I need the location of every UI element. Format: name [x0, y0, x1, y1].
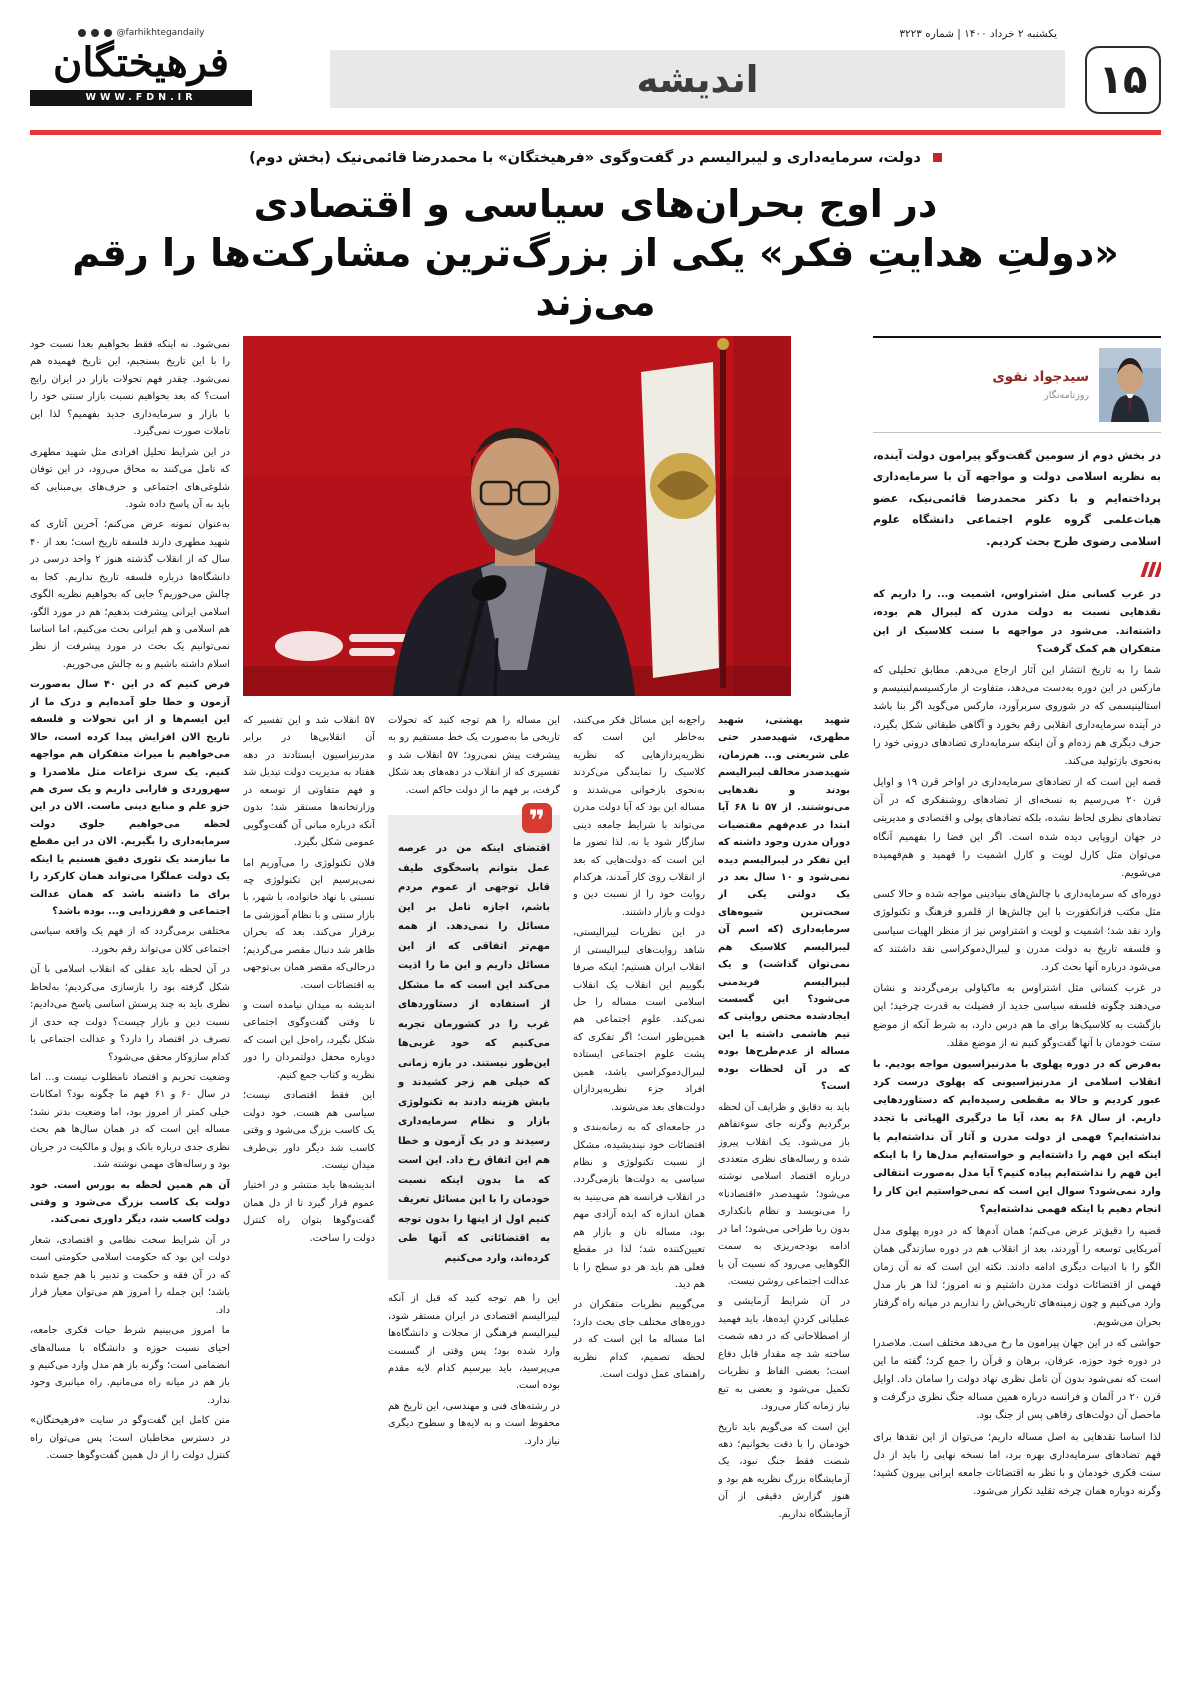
body-column-3	[388, 712, 560, 1662]
column-3-lower-text	[388, 1290, 560, 1450]
social-row	[30, 28, 252, 38]
column-3-upper-text	[388, 712, 560, 799]
section-bar	[330, 50, 1065, 108]
accent-rule	[30, 130, 1161, 135]
question-paragraph: به‌فرض که در دوره پهلوی با مدرنیزاسیون مواجه بودیم. با انقلاب اسلامی از مدرنیزاسیونی که پهلوی درست کرد عبور کردیم و حالا به مقطعی رسیده‌ایم که دستاوردهایی داریم. از سال ۶۸ به بعد، آیا ما درگیری الهیاتی با تجدد نداشته‌ایم؟ فهمی از دولت مدرن و آثار آن نداشته‌ایم یا اینکه این فهم را داشته‌ایم و خواسته‌ایم مدل‌ها را با اینکه این فهم را نداشته‌ایم پیاده کنیم؟ آیا مدل به‌صورت انتقالی وارد نمی‌شود؟ سوال این است که نمی‌خواستیم این کار را انجام دهیم یا اینکه فهمی نداشته‌ایم؟	[873, 1058, 1161, 1216]
author-card	[873, 336, 1161, 433]
body-column-2	[573, 712, 705, 1662]
author-name: سیدجواد نقوی	[992, 369, 1089, 385]
body-paragraph: قضیه را دقیق‌تر عرض می‌کنم؛ همان آدم‌ها که در دوره پهلوی مدل آمریکایی توسعه را آوردند، بعد از انقلاب هم در دوره سازندگی همان الگو را با ادبیات دیگری ادامه دادند. نکته این است که نه آن زمان فهمی از اقتضائات دولت مدرن داشتیم و نه امروز؛ لذا هر بار مدل وارد می‌کنیم و چون زمینه‌های تاریخی‌اش را نداریم در میانه راه گرفتار بحران می‌شویم.	[873, 1225, 1161, 1328]
body-paragraph: این را هم توجه کنید که قبل از آنکه لیبرالیسم اقتصادی در ایران مستقر شود، لیبرالیسم فرهنگی از مجلات و دانشگاه‌ها وارد شده بود؛ پس وقتی از گسست می‌پرسید، باید بپرسیم کدام لایه مقدم بوده است.	[388, 1293, 560, 1392]
intro-paragraph: در بخش دوم از سومین گفت‌وگو پیرامون دولت آینده، به نظریه اسلامی دولت و مواجهه آن با سرمایه‌داری پرداخته‌ایم و با دکتر محمدرضا قائمی‌نیک، عضو هیات‌علمی گروه علوم اجتماعی دانشگاه علوم اسلامی رضوی طرح بحث کردیم.	[873, 449, 1161, 548]
body-paragraph: در رشته‌های فنی و مهندسی، این تاریخ هم محفوظ است و به لایه‌ها و سطوح دیگری نیاز دارد.	[388, 1400, 560, 1447]
body-paragraph: این است که می‌گویم باید تاریخ خودمان را با دقت بخوانیم؛ دهه شصت فقط جنگ نبود، یک آزمایشگاه بزرگ نظریه هم بود و هنوز گزارش دقیقی از آن آزمایشگاه نداریم.	[718, 1421, 850, 1520]
quote-icon: ❞	[522, 803, 552, 833]
masthead	[30, 28, 1161, 128]
body-paragraph: باید به دقایق و ظرایف آن لحظه برگردیم وگرنه جای سوءتفاهم باز می‌شود. یک انقلاب پیروز شده و رساله‌های نظری متعددی درباره اقتصاد اسلامی نوشته می‌شود؛ شهیدصدر «اقتصادنا» را می‌نویسد و نظام بانکداری بدون ربا طراحی می‌شود؛ اما در ادامه بودجه‌ریزی به سمت الگوهایی می‌رود که نسبت آن با عدالت اجتماعی روشن نیست.	[718, 1101, 850, 1287]
website-bar: WWW.FDN.IR	[30, 90, 252, 106]
newspaper-logo-block	[30, 28, 252, 106]
article-photo	[243, 336, 791, 696]
body-column-4	[243, 712, 375, 1662]
kicker-square-icon	[933, 153, 942, 162]
question-paragraph: آن هم همین لحظه به بورس است. خود دولت یک کاسب بزرگ می‌شود و وقتی دولت کاسب شد، دیگر داوری نمی‌کند.	[30, 1179, 230, 1226]
logo-wordmark: فرهیختگان	[53, 39, 229, 86]
page-number-badge	[1085, 46, 1161, 114]
social-handle: @farhikhtegandaily	[116, 28, 205, 38]
body-paragraph: راجع‌به این مسائل فکر می‌کنند، به‌خاطر این است که نظریه‌پردازهایی که نظریه کلاسیک را نمایندگی می‌کردند به‌نحوی بازخوانی می‌شدند و مساله این بود که آیا دولت مدرن می‌تواند با شرایط جامعه دینی سازگار شود یا نه. لذا تصور ما این است که دولت‌هایی که بعد از انقلاب روی کار آمدند، هرکدام روایت خود را از نسبت دین و دولت و بازار داشتند.	[573, 715, 705, 918]
body-paragraph: در آن لحظه باید عقلی که انقلاب اسلامی با آن شکل گرفته بود را بازسازی می‌کردیم؛ به‌لحاظ نظری باید به چند پرسش اساسی پاسخ می‌دادیم: نسبت دین و بازار چیست؟ دولت چه حدی از تصرف در اقتصاد را دارد؟ و عدالت اجتماعی با کدام سازوکار محقق می‌شود؟	[30, 964, 230, 1063]
body-paragraph: قصه این است که از تضادهای سرمایه‌داری در اواخر قرن ۱۹ و اوایل قرن ۲۰ می‌رسیم به نسخه‌ای از تضادهای روشنفکری که در آن تضادهای نظری لحاظ نشده، بلکه تضادهای پولی و اقتصادی و مدیریتی در جهان اروپایی دیده شده است. اگر این فضا را بفهمیم آنگاه می‌توان مثل کارل لویت و کارل اشمیت را فهمید و هم‌فهمیده می‌شویم.	[873, 777, 1161, 879]
body-paragraph: متن کامل این گفت‌وگو در سایت «فرهیختگان» در دسترس مخاطبان است؛ پس می‌توان راه کنترل دولت را از دل همین گفت‌وگوها جست.	[30, 1415, 230, 1462]
pull-quote	[388, 804, 560, 1280]
body-paragraph: فلان تکنولوژی را می‌آوریم اما نمی‌پرسیم این تکنولوژی چه نسبتی با نهاد خانواده، با شهر، با بازار سنتی و با نظام آموزشی ما برقرار می‌کند. بعد که بحران ظاهر شد دنبال مقصر می‌گردیم؛ درحالی‌که مقصر همان بی‌توجهی به اقتضائات است.	[243, 857, 375, 991]
body-paragraph: دوره‌ای که سرمایه‌داری با چالش‌های بنیادینی مواجه شده و حالا کسی مثل مکتب فرانکفورت با این چالش‌ها از قلمرو فرهنگ و تکنولوژی وارد نقد شد؛ اشمیت و لویت و اشتراوس نیز از منظر الهیات سیاسی و فلسفه تاریخ به دولت مدرن و لیبرال‌دموکراسی نقد داشتند که می‌شود درباره آنها بحث کرد.	[873, 889, 1161, 973]
author-role: روزنامه‌نگار	[1044, 390, 1089, 401]
body-paragraph: ۵۷ انقلاب شد و این تفسیر که آن انقلابی‌ها در برابر مدرنیزاسیون ایستادند در دهه هفتاد به مدیریت دولت تبدیل شد و فهم متفاوتی از توسعه در وزارتخانه‌ها مستقر شد؛ بدون آنکه درباره مبانی آن گفت‌وگویی عمومی شکل بگیرد.	[243, 715, 375, 849]
page-number: ۱۵	[1098, 57, 1148, 103]
kicker-text: دولت، سرمایه‌داری و لیبرالیسم در گفت‌وگوی «فرهیختگان» با محمدرضا قائمی‌نیک (بخش دوم)	[249, 150, 921, 166]
section-title: اندیشه	[636, 57, 759, 101]
telegram-icon	[91, 29, 99, 37]
body-paragraph: شما را به تاریخ انتشار این آثار ارجاع می‌دهم. مطابق تحلیلی که مارکس در این دوره به‌دست می‌دهد، متفاوت از مارکسیسم‌لنینیسم و استالینیسمی که در شوروی سربرآورد، مارکس می‌گوید اگر بنا باشد در آینده سرمایه‌داری انقلابی رقم بخورد و آگاهی طبقاتی شکل بگیرد، حرف دیگری هم زده‌ام و آن اینکه سرمایه‌داری تضادهای درونی خود را به‌نحوی بازتولید می‌کند.	[873, 664, 1161, 767]
body-paragraph: حواشی که در این جهان پیرامون ما رخ می‌دهد مختلف است. ملاصدرا در دوره خود حوزه، عرفان، برهان و قرآن را جمع کرد؛ گفته ما این است که نمی‌شود بدون آن تامل نظری نهاد دولت را سامان داد. اوایل قرن ۲۰ در آلمان و فرانسه درباره همین مساله جنگ نظری درگرفت و ماحصل آن دولت‌های رفاهی پس از جنگ بود.	[873, 1337, 1161, 1422]
body-paragraph: در این نظریات لیبرالیستی، شاهد روایت‌های لیبرالیستی از انقلاب ایران هستیم؛ اینکه صرفا بگوییم این انقلاب یک انقلاب اسلامی است مساله را حل نمی‌کند. علوم اجتماعی هم همین‌طور است؛ اگر تفکری که پشت علوم اجتماعی ایستاده لیبرال‌دموکراسی باشد، همین افراد جزء نظریه‌پردازان دولت‌های بعد می‌شوند.	[573, 927, 705, 1113]
headline-line1: در اوج بحران‌های سیاسی و اقتصادی	[253, 182, 938, 226]
right-column	[873, 336, 1161, 1662]
twitter-icon	[104, 29, 112, 37]
headline-line2: «دولتِ هدایتِ فکر» یکی از بزرگ‌ترین مشارکت‌ها را رقم می‌زند	[72, 230, 1119, 324]
question-paragraph: شهید بهشتی، شهید مطهری، شهیدصدر حتی علی شریعتی و... هم‌زمان، شهیدصدر مخالف لیبرالیسم بودند و نقدهایی می‌نوشتند. از ۵۷ تا ۶۸ آیا ابتدا در عدم‌فهم مقتضیات دوران مدرن وجود داشته که این تفکر در لیبرالیسم دیده نمی‌شود و ۱۰ سال بعد در یک دولتی یکی از سخت‌ترین شیوه‌های سرمایه‌داری (که اسم آن لیبرالیسم کلاسیک هم نمی‌توان گذاشت) و یک لیبرالیسم فریدمنی می‌شود؟ این گسست ایجادشده مختص روایتی که تیم هاشمی داشته یا این مساله از عدم‌طرح‌ها بوده که در آن لحظات بوده است؟	[718, 715, 850, 1093]
body-paragraph: نمی‌شود. نه اینکه فقط بخواهیم بعدا نسبت خود را با این تاریخ بسنجیم، این تاریخ فهمیده هم نمی‌شود. چقدر فهم تحولات بازار در ایران رایج است؟ که بعد بخواهیم نسبت بازار سنتی خود را با بازار و سرمایه‌داری جدید بفهمیم؟ لذا این تاملات صورت نمی‌گیرد.	[30, 339, 230, 438]
body-paragraph: در آن شرایط آزمایشی و عملیاتی کردنِ ایده‌ها، باید فهمید از اصطلاحاتی که در دهه شصت ساخته شد چه مقدار قابل دفاع است؛ بعضی الفاظ و نظریات تکمیل می‌شود و بعضی به تبع نیاز زمانه کنار می‌رود.	[718, 1296, 850, 1413]
body-paragraph: این فقط اقتصادی نیست؛ سیاسی هم هست. خود دولت یک کاسب بزرگ می‌شود و وقتی کاسب شد دیگر داور بی‌طرف میدان نیست.	[243, 1090, 375, 1171]
pull-quote-text: اقتضای اینکه من در عرصه عمل بتوانم پاسخگوی طیف قابل توجهی از عموم مردم باشم، اجازه تامل بر این مسائل را نمی‌دهد. از همه مهم‌تر اتفاقی که از این مسائل داریم و این ما را اذیت می‌کند این است که ما مشکل از استفاده از دستاوردهای غرب را در کشورمان تجربه می‌کنیم که خود غربی‌ها این‌طور نیستند. در بازه زمانی که خیلی هم زجر کشیدند و بابش هزینه دادند به تکنولوژی بازار و نظام سرمایه‌داری رسیدند و در یک آزمون و خطا هم این اتفاق رخ داد. این است که ما بدون اینکه نسبت خودمان را با این مسائل تعریف کنیم اول از اینها را بدون توجه به اقتضائاتی که آنها طی کرده‌اند، وارد می‌کنیم	[398, 843, 550, 1264]
bottom-columns	[243, 712, 850, 1662]
author-meta	[992, 369, 1089, 401]
body-paragraph: در این شرایط تحلیل افرادی مثل شهید مطهری که تامل می‌کنند به محاق می‌رود، در این توفان شلوغی‌های اجتماعی و حرف‌های بی‌مبنایی که باید به آن پاسخ داده شود.	[30, 446, 230, 510]
body-paragraph: اندیشه به میدان نیامده است و تا وقتی گفت‌وگوی اجتماعی شکل نگیرد، راه‌حل این است که دوباره محفل دولتمردان را دور نظریه و کتاب جمع کنیم.	[243, 1000, 375, 1081]
instagram-icon	[78, 29, 86, 37]
body-paragraph: می‌گوییم نظریات متفکران در دوره‌های مختلف جای بحث دارد؛ اما مساله ما این است که در لحظه تصمیم، کدام نظریه راهنمای عمل دولت است.	[573, 1299, 705, 1381]
body-paragraph: در آن شرایط سخت نظامی و اقتصادی، شعار دولت این بود که حکومت اسلامی حکومتی است که در آن فقه و حکمت و تدبیر با هم جمع شده باشد؛ این جمله را امروز هم می‌توان معیار قرار داد.	[30, 1234, 230, 1316]
body-paragraph: لذا اساسا نقدهایی به اصل مساله داریم؛ می‌توان از این نقدها برای فهم تضادهای سرمایه‌داری بهره برد، اما نسخه نهایی را باید از دل سنت فکری خودمان و با نظر به اقتضائات جامعه ایرانی بیرون کشید؛ وگرنه دوباره همان چرخه تقلید تکرار می‌شود.	[873, 1431, 1161, 1498]
dateline: یکشنبه ۲ خرداد ۱۴۰۰ | شماره ۳۲۲۳	[899, 28, 1057, 40]
photo-illustration	[243, 336, 791, 696]
body-paragraph: اندیشه‌ها باید منتشر و در اختیار عموم قرار گیرد تا از دل همان گفت‌وگوها بتوان راه کنترل دولت را ساخت.	[243, 1180, 375, 1244]
headline-block	[40, 150, 1151, 327]
body-paragraph: وضعیت تحریم و اقتصاد نامطلوب نیست و... اما در سال ۶۰ و ۶۱ فهم ما چگونه بود؟ امکانات خیلی کمتر از امروز بود، اما وضعیت بدتر نشد؛ مساله این است که در همان سال‌ها هم بحث نظری جدی درباره بانک و پول و مالکیت در جریان بود و رساله‌های مهمی نوشته شد.	[30, 1071, 230, 1171]
rail-text	[873, 586, 1161, 1501]
body-paragraph: مختلفی برمی‌گردد که از فهم یک واقعه سیاسی اجتماعی کلان می‌تواند رقم بخورد.	[30, 926, 230, 955]
body-paragraph: ما امروز می‌بینیم شرط حیات فکری جامعه، احیای نسبت حوزه و دانشگاه با مساله‌های انضمامی است؛ وگرنه باز هم مدل وارد می‌کنیم و باز هم در میانه راه می‌مانیم. راه میانبری وجود ندارد.	[30, 1325, 230, 1406]
question-paragraph: فرض کنیم که در این ۴۰ سال به‌صورت آزمون و خطا جلو آمده‌ایم و درک ما از این ایسم‌ها و از این تحولات و فلسفه تاریخ الان افزایش پیدا کرده است، حالا می‌خواهیم با میراث متفکران هم مواجهه کنیم. یک سری نزاعات مثل ملاصدرا و سهروردی و فارابی داریم و یک سری هم جزو علم و منابع دینی ماست. الان در این لحظه می‌خواهیم جلوی دولت سرمایه‌داری را بگیریم. الان در این مقطع ما نیازمند یک تئوری دقیق هستیم یا اینکه یک دولت عملگرا می‌تواند همان کارکرد را برای ما داشته باشد که همان عدالت اجتماعی و فقرزدایی و... بوده باشد؟	[30, 679, 230, 917]
body-paragraph: در جامعه‌ای که به زمانه‌بندی و اقتضائات خود نیندیشیده، مشکل از نسبت تکنولوژی و نظام سیاسی به دولت‌ها بازمی‌گردد. در انقلاب فرانسه هم می‌بینید به همان اندازه که ایده آزادی مهم بود، مساله نان و بازار هم تعیین‌کننده شد؛ لذا در مقطع فعلی هم باید هر دو سطح را با هم دید.	[573, 1122, 705, 1290]
left-column	[30, 336, 230, 1662]
body-paragraph: در غرب کسانی مثل اشتراوس به ماکیاولی برمی‌گردند و نشان می‌دهند چگونه فلسفه سیاسی جدید از فضیلت به قدرت چرخید؛ این بازگشت به کلاسیک‌ها برای ما هم درس دارد، به شرط آنکه از موضع سنت خودمان با آنها گفت‌وگو کنیم نه از موضع مقلد.	[873, 983, 1161, 1049]
quote-marks-icon	[873, 562, 1161, 577]
body-paragraph: این مساله را هم توجه کنید که تحولات تاریخی ما به‌صورت یک خط مستقیم رو به پیشرفت پیش نمی‌رود؛ ۵۷ انقلاب شد و تفسیری که از انقلاب در دهه‌های بعد شکل گرفت، بر فهم ما از دولت حاکم است.	[388, 715, 560, 796]
body-paragraph: به‌عنوان نمونه عرض می‌کنم؛ آخرین آثاری که شهید مطهری دارند فلسفه تاریخ است؛ بعد از ۴۰ سال که از انقلاب گذشته هنوز ۲ واحد درسی در دانشگاه‌ها درباره فلسفه تاریخ نداریم. کجا به چالش می‌خوریم؟ جایی که بخواهیم نظریه الگوی اسلامی ایرانی پیشرفت بدهیم؛ هم در مورد الگو، هم اسلامی و هم ایرانی بحث می‌کنیم، اما اساسا نمی‌توانیم یک بحث در مورد پیشرفت از نظر اسلام داشته باشیم و به چالش می‌خوریم.	[30, 519, 230, 670]
body-column-1	[718, 712, 850, 1662]
kicker	[40, 150, 1151, 166]
question-paragraph: در غرب کسانی مثل اشتراوس، اشمیت و... را داریم که نقدهایی نسبت به دولت مدرن که لیبرال هم بوده، داشته‌اند. می‌شود در مواجهه با سنت کلاسیک از این متفکران هم کمک گرفت؟	[873, 589, 1161, 655]
author-photo	[1099, 348, 1161, 422]
